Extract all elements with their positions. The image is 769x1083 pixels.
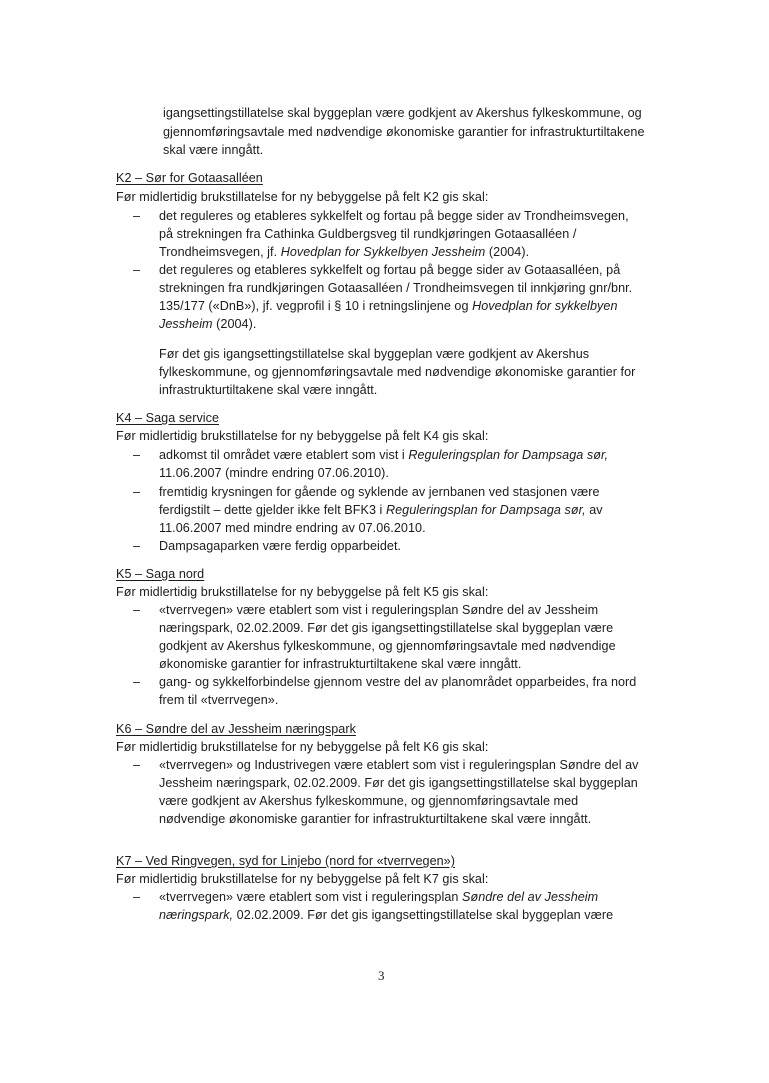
k6-lead: Før midlertidig brukstillatelse for ny bebyggelse på felt K6 gis skal: <box>116 740 489 754</box>
k5-item1-line-3: godkjent av Akershus fylkeskommune, og gjennomføringsavtale med nødvendige <box>159 639 616 653</box>
k2-lead: Før midlertidig brukstillatelse for ny bebyggelse på felt K2 gis skal: <box>116 190 489 204</box>
intro-line-3: skal være inngått. <box>163 143 264 157</box>
k2-para-line-1: Før det gis igangsettingstillatelse skal byggeplan være godkjent av Akershus <box>159 347 590 361</box>
k4-item2-dash: – <box>133 485 141 499</box>
k6-item1-line-1: «tverrvegen» og Industrivegen være etablert som vist i reguleringsplan Søndre del av <box>159 758 639 772</box>
k6-item1-line-4: nødvendige økonomiske garantier for infrastrukturtiltakene skal være inngått. <box>159 812 592 826</box>
k2-para-line-2: fylkeskommune, og gjennomføringsavtale med nødvendige økonomiske garantier for <box>159 365 636 379</box>
k6-item1-dash: – <box>133 758 141 772</box>
k4-item3: Dampsagaparken være ferdig opparbeidet. <box>159 539 402 553</box>
k2-plan-title: Hovedplan for Sykkelbyen Jessheim <box>280 245 486 259</box>
k2-item2-line-1: det reguleres og etableres sykkelfelt og fortau på begge sider av Gotaasalléen, på <box>159 263 621 277</box>
page-number: 3 <box>378 968 385 983</box>
k5-item1-dash: – <box>133 603 141 617</box>
k2-item1-line-3: Trondheimsvegen, jf. Hovedplan for Sykkelbyen Jessheim (2004). <box>159 245 530 259</box>
k7-item1-dash: – <box>133 890 141 904</box>
k4-item1-line-2: 11.06.2007 (mindre endring 07.06.2010). <box>159 466 389 480</box>
k5-item2-line-1: gang- og sykkelforbindelse gjennom vestre del av planområdet opparbeides, fra nord <box>159 675 637 689</box>
k7-lead: Før midlertidig brukstillatelse for ny bebyggelse på felt K7 gis skal: <box>116 872 489 886</box>
k7-item1-line-2: næringspark, 02.02.2009. Før det gis igangsettingstillatelse skal byggeplan være <box>159 908 614 922</box>
k5-item1-line-1: «tverrvegen» være etablert som vist i reguleringsplan Søndre del av Jessheim <box>159 603 599 617</box>
k4-item2-line-3: 11.06.2007 med mindre endring av 07.06.2010. <box>159 521 426 535</box>
k4-item2-line-2: ferdigstilt – dette gjelder ikke felt BFK3 i Reguleringsplan for Dampsaga sør, av <box>159 503 603 517</box>
k6-item1-line-3: være godkjent av Akershus fylkeskommune, og gjennomføringsavtale med <box>159 794 579 808</box>
k6-item1-line-2: Jessheim næringspark, 02.02.2009. Før det gis igangsettingstillatelse skal byggeplan <box>159 776 638 790</box>
k5-item1-line-4: økonomiske garantier for infrastrukturtiltakene skal være inngått. <box>159 657 522 671</box>
k2-item1-line-1: det reguleres og etableres sykkelfelt og fortau på begge sider av Trondheimsvegen, <box>159 209 629 223</box>
k4-item3-dash: – <box>133 539 141 553</box>
k5-lead: Før midlertidig brukstillatelse for ny bebyggelse på felt K5 gis skal: <box>116 585 489 599</box>
k5-item2-dash: – <box>133 675 141 689</box>
k4-item1-dash: – <box>133 448 141 462</box>
k2-para-line-3: infrastrukturtiltakene skal være inngått. <box>159 383 378 397</box>
intro-line-2: gjennomføringsavtale med nødvendige økonomiske garantier for infrastrukturtiltakene <box>163 125 645 139</box>
intro-line-1: igangsettingstillatelse skal byggeplan være godkjent av Akershus fylkeskommune, og <box>163 106 642 120</box>
k7-heading: K7 – Ved Ringvegen, syd for Linjebo (nord for «tverrvegen») <box>116 854 455 868</box>
k2-heading: K2 – Sør for Gotaasalléen <box>116 171 263 185</box>
k2-item2-dash: – <box>133 263 141 277</box>
k4-lead: Før midlertidig brukstillatelse for ny bebyggelse på felt K4 gis skal: <box>116 429 489 443</box>
k2-item1-dash: – <box>133 209 141 223</box>
k4-item2-line-1: fremtidig krysningen for gående og syklende av jernbanen ved stasjonen være <box>159 485 600 499</box>
k4-heading: K4 – Saga service <box>116 411 220 425</box>
k4-item1-line-1: adkomst til området være etablert som vist i Reguleringsplan for Dampsaga sør, <box>159 448 609 462</box>
k5-heading: K5 – Saga nord <box>116 567 205 581</box>
k2-item2-line-4: Jessheim (2004). <box>159 317 257 331</box>
k6-heading: K6 – Søndre del av Jessheim næringspark <box>116 722 356 736</box>
k5-item1-line-2: næringspark, 02.02.2009. Før det gis igangsettingstillatelse skal byggeplan være <box>159 621 614 635</box>
k5-item2-line-2: frem til «tverrvegen». <box>159 693 279 707</box>
k7-item1-line-1: «tverrvegen» være etablert som vist i reguleringsplan Søndre del av Jessheim <box>159 890 599 904</box>
k2-item2-line-2: strekningen fra rundkjøringen Gotaasalléen / Trondheimsvegen til innkjøring gnr/bnr. <box>159 281 633 295</box>
k2-item1-line-2: på strekningen fra Cathinka Guldbergsveg til rundkjøringen Gotaasalléen / <box>159 227 577 241</box>
k2-item2-line-3: 135/177 («DnB»), jf. vegprofil i § 10 i retningslinjene og Hovedplan for sykkelbyen <box>159 299 618 313</box>
